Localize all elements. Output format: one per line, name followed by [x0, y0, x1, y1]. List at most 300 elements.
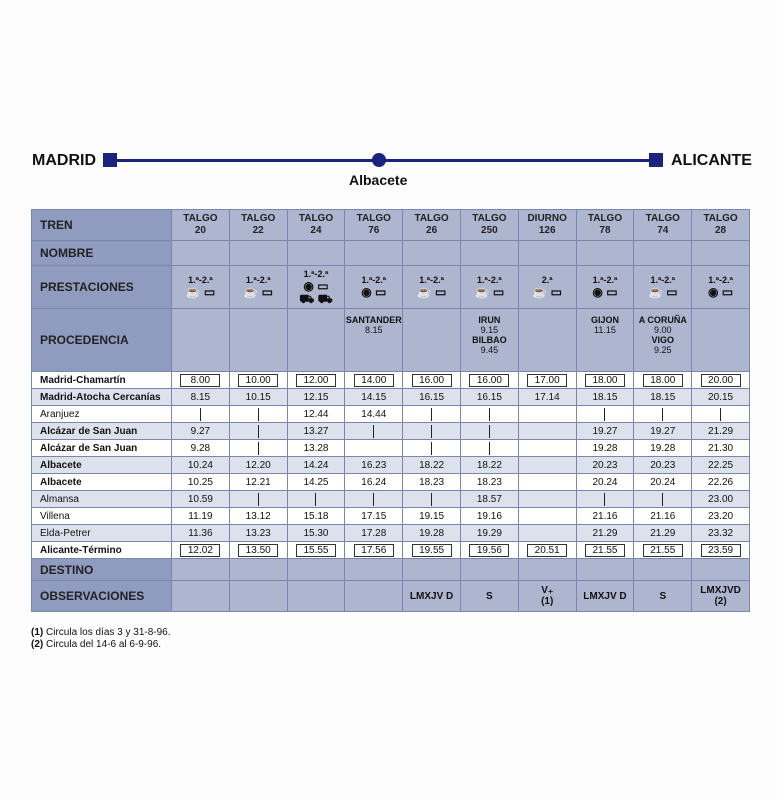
train-name-cell	[345, 241, 403, 266]
time-cell	[576, 406, 634, 423]
observations-cell	[172, 581, 230, 612]
time-cell	[172, 491, 230, 508]
class-info: 1.ª-2.ª	[708, 275, 733, 285]
time-value: 13.28	[303, 442, 329, 454]
time-value: 16.15	[476, 391, 502, 403]
observation-text: LMXJVD (2)	[700, 585, 741, 607]
passes-marker	[720, 408, 721, 421]
station-row	[32, 389, 750, 406]
time-value: 17.15	[361, 510, 387, 522]
passes-marker	[373, 425, 374, 438]
time-cell	[172, 474, 230, 491]
origin-cell	[229, 309, 287, 372]
passes-marker	[604, 408, 605, 421]
time-value: 8.15	[190, 391, 211, 403]
train-header	[229, 210, 287, 241]
origin-marker	[103, 153, 117, 167]
time-cell	[403, 508, 461, 525]
destination-cell	[634, 559, 692, 581]
time-value: 23.59	[701, 544, 741, 557]
time-cell	[460, 525, 518, 542]
class-info: 1.ª-2.ª	[592, 275, 618, 285]
time-value: 19.28	[592, 442, 618, 454]
time-value: 9.28	[190, 442, 211, 454]
time-value: 21.55	[643, 544, 683, 557]
time-cell	[576, 525, 634, 542]
time-cell	[634, 508, 692, 525]
train-number: 24	[310, 225, 322, 236]
time-cell	[460, 457, 518, 474]
station-name: Albacete	[32, 474, 172, 491]
time-value: 12.21	[245, 476, 271, 488]
passes-marker	[662, 493, 663, 506]
origin-time: 9.00	[654, 325, 672, 335]
time-value: 13.27	[303, 425, 329, 437]
observations-cell	[518, 581, 576, 612]
time-cell	[345, 389, 403, 406]
train-name-cell	[576, 241, 634, 266]
train-header	[345, 210, 403, 241]
class-info: 1.ª-2.ª	[188, 275, 213, 285]
passes-marker	[604, 493, 605, 506]
time-cell	[692, 440, 750, 457]
time-cell	[460, 440, 518, 457]
passes-marker	[431, 408, 432, 421]
time-value: 19.56	[469, 544, 509, 557]
time-cell	[287, 525, 345, 542]
origin-city: GIJON	[590, 315, 619, 325]
services-cell	[403, 266, 461, 309]
origin-city: A CORUÑA	[638, 315, 687, 325]
station-row	[32, 406, 750, 423]
station-row	[32, 508, 750, 525]
via-marker	[372, 153, 386, 167]
train-type: TALGO	[414, 213, 449, 224]
time-cell	[634, 457, 692, 474]
time-value: 23.00	[708, 493, 734, 505]
train-name-cell	[518, 241, 576, 266]
time-value: 10.25	[187, 476, 213, 488]
class-info: 1.ª-2.ª	[650, 275, 676, 285]
time-cell	[287, 423, 345, 440]
origin-time: 9.45	[480, 345, 499, 355]
services-cell	[692, 266, 750, 309]
time-cell	[634, 406, 692, 423]
observations-cell	[403, 581, 461, 612]
time-cell	[692, 508, 750, 525]
time-cell	[345, 423, 403, 440]
time-cell	[692, 406, 750, 423]
time-cell	[634, 525, 692, 542]
train-number: 22	[252, 225, 264, 236]
train-number: 28	[715, 225, 727, 236]
time-value: 17.56	[354, 544, 394, 557]
train-name-cell	[403, 241, 461, 266]
time-cell	[518, 508, 576, 525]
time-cell	[576, 423, 634, 440]
time-cell	[518, 372, 576, 389]
time-value: 14.15	[361, 391, 387, 403]
time-cell	[287, 372, 345, 389]
time-value: 18.23	[476, 476, 502, 488]
time-value: 20.23	[592, 459, 618, 471]
train-type: TALGO	[183, 213, 218, 224]
time-value: 19.55	[412, 544, 452, 557]
services-icon: ◉ ▭	[592, 285, 618, 299]
time-value: 16.00	[412, 374, 452, 387]
label-tren: TREN	[32, 210, 172, 241]
footnote-text: Circula del 14-6 al 6-9-96.	[46, 639, 162, 650]
time-value: 21.29	[708, 425, 734, 437]
time-cell	[403, 423, 461, 440]
passes-marker	[258, 425, 259, 438]
time-cell	[460, 389, 518, 406]
passes-marker	[489, 425, 490, 438]
time-cell	[460, 491, 518, 508]
time-value: 16.15	[419, 391, 445, 403]
services-icon: ☕ ▭	[185, 285, 216, 299]
time-value: 14.44	[361, 408, 387, 420]
station-row	[32, 542, 750, 559]
train-name-cell	[229, 241, 287, 266]
time-cell	[403, 440, 461, 457]
time-cell	[287, 508, 345, 525]
time-value: 17.28	[361, 527, 387, 539]
time-value: 16.23	[361, 459, 387, 471]
services-icon: ☕ ▭	[532, 285, 562, 299]
time-cell	[576, 389, 634, 406]
station-name: Alicante-Término	[32, 542, 172, 559]
time-value: 20.24	[650, 476, 676, 488]
time-cell	[518, 423, 576, 440]
route-header	[0, 0, 777, 200]
services-icon: ☕ ▭	[474, 285, 505, 299]
time-value: 9.27	[190, 425, 211, 437]
time-value: 10.00	[238, 374, 278, 387]
time-value: 14.25	[303, 476, 329, 488]
time-cell	[692, 525, 750, 542]
destination-cell	[692, 559, 750, 581]
train-type: TALGO	[241, 213, 276, 224]
time-value: 21.29	[592, 527, 618, 539]
time-cell	[287, 457, 345, 474]
station-name: Albacete	[32, 457, 172, 474]
train-name-cell	[460, 241, 518, 266]
origin-cell	[576, 309, 634, 372]
observation-text: LMXJV D	[583, 590, 627, 602]
time-value: 18.15	[592, 391, 618, 403]
time-cell	[692, 423, 750, 440]
station-name: Alcázar de San Juan	[32, 440, 172, 457]
time-cell	[287, 474, 345, 491]
origin-cell	[518, 309, 576, 372]
train-type: TALGO	[472, 213, 507, 224]
services-icon: ◉ ▭	[707, 285, 734, 299]
origin-city: SANTANDER	[345, 315, 402, 325]
services-cell	[576, 266, 634, 309]
time-cell	[518, 389, 576, 406]
time-cell	[460, 372, 518, 389]
time-value: 21.16	[592, 510, 618, 522]
destination-cell	[229, 559, 287, 581]
services-cell	[518, 266, 576, 309]
station-row	[32, 372, 750, 389]
station-row	[32, 491, 750, 508]
time-value: 14.24	[303, 459, 329, 471]
time-cell	[576, 491, 634, 508]
time-cell	[518, 491, 576, 508]
train-name-cell	[172, 241, 230, 266]
time-cell	[634, 542, 692, 559]
time-value: 17.14	[534, 391, 560, 403]
train-number: 250	[481, 225, 498, 236]
footnote-text: Circula los días 3 y 31-8-96.	[46, 627, 171, 638]
train-number: 74	[657, 225, 669, 236]
time-value: 13.23	[245, 527, 271, 539]
origin-city: VIGO	[651, 335, 675, 345]
time-cell	[172, 457, 230, 474]
time-cell	[345, 542, 403, 559]
train-type: TALGO	[356, 213, 391, 224]
origin-city: MADRID	[32, 152, 96, 169]
time-cell	[403, 542, 461, 559]
time-value: 19.29	[476, 527, 502, 539]
time-value: 12.15	[303, 391, 329, 403]
station-row	[32, 474, 750, 491]
train-header	[172, 210, 230, 241]
time-cell	[576, 372, 634, 389]
services-cell	[229, 266, 287, 309]
time-cell	[172, 423, 230, 440]
train-name-cell	[634, 241, 692, 266]
services-icon: ☕ ▭	[416, 285, 447, 299]
time-cell	[172, 389, 230, 406]
time-cell	[692, 457, 750, 474]
time-value: 23.20	[708, 510, 734, 522]
time-cell	[229, 372, 287, 389]
destination-cell	[518, 559, 576, 581]
time-value: 20.15	[708, 391, 734, 403]
time-cell	[172, 508, 230, 525]
time-value: 18.00	[585, 374, 625, 387]
time-cell	[692, 542, 750, 559]
class-info: 1.ª-2.ª	[245, 275, 271, 285]
origin-time: 9.15	[480, 325, 499, 335]
time-cell	[692, 474, 750, 491]
via-city: Albacete	[349, 172, 408, 188]
train-header	[287, 210, 345, 241]
time-cell	[229, 406, 287, 423]
station-row	[32, 457, 750, 474]
label-prestaciones: PRESTACIONES	[32, 266, 172, 309]
observations-cell	[634, 581, 692, 612]
destination-cell	[172, 559, 230, 581]
time-cell	[229, 389, 287, 406]
services-cell	[460, 266, 518, 309]
time-value: 22.25	[708, 459, 734, 471]
footnote	[31, 639, 171, 651]
label-nombre: NOMBRE	[32, 241, 172, 266]
passes-marker	[258, 442, 259, 455]
train-header	[403, 210, 461, 241]
train-type: TALGO	[645, 213, 680, 224]
class-info: 1.ª-2.ª	[303, 268, 329, 279]
station-row	[32, 440, 750, 457]
time-value: 18.15	[650, 391, 676, 403]
time-value: 13.12	[245, 510, 271, 522]
class-info: 2.ª	[541, 275, 553, 285]
station-row	[32, 525, 750, 542]
train-number: 78	[599, 225, 611, 236]
time-value: 12.02	[180, 544, 220, 557]
station-name: Madrid-Atocha Cercanías	[32, 389, 172, 406]
time-value: 18.22	[476, 459, 502, 471]
time-cell	[460, 423, 518, 440]
time-value: 20.23	[650, 459, 676, 471]
time-cell	[403, 457, 461, 474]
time-cell	[634, 423, 692, 440]
time-value: 14.00	[354, 374, 394, 387]
origin-cell	[172, 309, 230, 372]
timetable	[31, 209, 750, 612]
time-value: 12.00	[296, 374, 336, 387]
destination-cell	[576, 559, 634, 581]
passes-marker	[489, 442, 490, 455]
time-value: 19.16	[476, 510, 502, 522]
time-cell	[403, 491, 461, 508]
train-number: 20	[194, 225, 206, 236]
time-value: 18.00	[643, 374, 683, 387]
time-value: 19.27	[592, 425, 618, 437]
footnotes	[31, 627, 171, 651]
destination-cell	[287, 559, 345, 581]
time-value: 13.50	[238, 544, 278, 557]
time-cell	[518, 525, 576, 542]
time-value: 17.00	[527, 374, 567, 387]
services-icon: ☕ ▭	[243, 285, 273, 299]
services-cell	[172, 266, 230, 309]
time-value: 11.36	[188, 527, 213, 539]
label-procedencia: PROCEDENCIA	[32, 309, 172, 372]
time-cell	[576, 508, 634, 525]
train-header	[518, 210, 576, 241]
origin-time: 8.15	[365, 325, 383, 335]
time-cell	[229, 474, 287, 491]
services-cell	[287, 266, 345, 309]
time-cell	[403, 525, 461, 542]
time-cell	[692, 372, 750, 389]
origin-cell	[403, 309, 461, 372]
time-value: 22.26	[708, 476, 734, 488]
time-cell	[576, 457, 634, 474]
time-cell	[229, 491, 287, 508]
time-cell	[634, 474, 692, 491]
passes-marker	[200, 408, 201, 421]
destination-cell	[345, 559, 403, 581]
time-cell	[460, 508, 518, 525]
time-value: 15.18	[303, 510, 329, 522]
train-header	[634, 210, 692, 241]
train-type: DIURNO	[527, 213, 567, 224]
station-name: Elda-Petrer	[32, 525, 172, 542]
time-cell	[345, 491, 403, 508]
services-cell	[345, 266, 403, 309]
time-cell	[172, 406, 230, 423]
passes-marker	[258, 408, 259, 421]
time-cell	[518, 440, 576, 457]
time-cell	[634, 372, 692, 389]
train-number: 26	[426, 225, 438, 236]
passes-marker	[431, 425, 432, 438]
train-header	[576, 210, 634, 241]
station-name: Aranjuez	[32, 406, 172, 423]
origin-city: IRUN	[478, 315, 501, 325]
class-info: 1.ª-2.ª	[477, 275, 502, 285]
passes-marker	[431, 442, 432, 455]
time-cell	[229, 542, 287, 559]
time-cell	[345, 508, 403, 525]
train-type: TALGO	[587, 213, 623, 224]
time-cell	[172, 440, 230, 457]
time-cell	[403, 372, 461, 389]
route-line	[112, 159, 662, 162]
destination-cell	[403, 559, 461, 581]
class-info: 1.ª-2.ª	[361, 275, 387, 285]
time-value: 15.30	[303, 527, 329, 539]
footnote-mark: (2)	[31, 639, 44, 650]
train-number: 76	[368, 225, 380, 236]
station-name: Villena	[32, 508, 172, 525]
passes-marker	[662, 408, 663, 421]
label-destino: DESTINO	[32, 559, 172, 581]
time-cell	[229, 508, 287, 525]
passes-marker	[373, 493, 374, 506]
time-cell	[287, 406, 345, 423]
origin-cell	[345, 309, 403, 372]
time-cell	[576, 542, 634, 559]
time-value: 8.00	[180, 374, 220, 387]
observations-cell	[576, 581, 634, 612]
class-info: 1.ª-2.ª	[419, 275, 444, 285]
train-header	[460, 210, 518, 241]
time-value: 20.24	[592, 476, 618, 488]
services-icon: ◉ ▭	[361, 285, 387, 299]
footnote-mark: (1)	[31, 627, 44, 638]
footnote	[31, 627, 171, 639]
observations-cell	[345, 581, 403, 612]
label-observaciones: OBSERVACIONES	[32, 581, 172, 612]
observations-cell	[460, 581, 518, 612]
observations-cell	[229, 581, 287, 612]
train-number: 126	[538, 225, 556, 236]
services-cell	[634, 266, 692, 309]
time-cell	[345, 440, 403, 457]
passes-marker	[431, 493, 432, 506]
origin-cell	[692, 309, 750, 372]
train-name-cell	[287, 241, 345, 266]
time-cell	[518, 406, 576, 423]
time-cell	[287, 389, 345, 406]
observation-text: V₊ (1)	[541, 585, 554, 607]
observations-cell	[287, 581, 345, 612]
time-value: 20.51	[527, 544, 567, 557]
time-value: 19.28	[650, 442, 676, 454]
destination-city: ALICANTE	[671, 152, 752, 169]
time-cell	[287, 542, 345, 559]
origin-cell	[287, 309, 345, 372]
time-cell	[403, 389, 461, 406]
time-value: 18.57	[476, 493, 502, 505]
